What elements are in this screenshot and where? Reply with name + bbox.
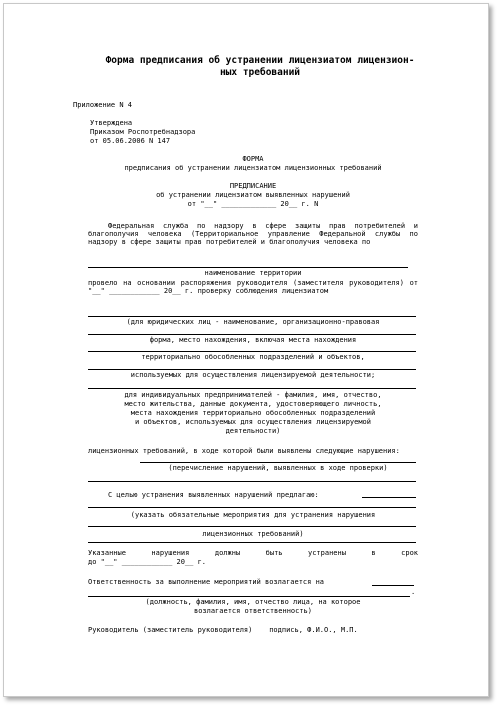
paragraph-service: Федеральная служба по надзору в сфере защиты прав потребителей и благополучия человека (Территориальное управление Федеральной службы по надзору в сфере защиты прав потребителей и благополучия человека по: [88, 222, 418, 247]
approved-label: Утверждена: [90, 119, 133, 127]
appendix-label: Приложение N 4: [73, 101, 133, 109]
document-title-line1: Форма предписания об устранении лицензиатом лицензион-: [105, 55, 415, 66]
measures-caption-2: лицензионных требований): [202, 530, 304, 538]
caption-ip-5: деятельности): [225, 427, 281, 435]
measures-line-2: [88, 526, 416, 527]
order-date: от 05.06.2006 N 147: [90, 137, 171, 145]
territory-caption: наименование территории: [204, 269, 302, 277]
signature-line: Руководитель (заместитель руководителя) подпись, Ф.И.О., М.П.: [88, 626, 358, 634]
responsible-line: [88, 596, 410, 597]
responsible-line-dot: .: [411, 588, 416, 596]
prescription-date: от "__" _____________ 20__ г. N: [187, 200, 319, 208]
measures-line-3: [88, 542, 416, 543]
form-subtitle: предписания об устранении лицензиатом лицензионных требований: [124, 164, 382, 172]
paragraph-inspection: провело на основании распоряжения руководителя (заместителя руководителя) от "__" ____________ 20__ г. проверку соблюдения лицензиатом: [88, 279, 418, 296]
responsible-caption-1: (должность, фамилия, имя, отчество лица, на которое: [145, 598, 361, 606]
caption-ip-4: и объектов, используемых для осуществления лицензируемой: [134, 418, 371, 426]
prescription-label: ПРЕДПИСАНИЕ: [229, 182, 277, 190]
document-title-line2: ных требований: [219, 67, 301, 78]
territory-line: [88, 267, 408, 268]
caption-ip-1: для индивидуальных предпринимателей - фамилия, имя, отчество,: [124, 391, 382, 399]
caption-legal-1: (для юридических лиц - наименование, организационно-правовая: [126, 318, 380, 326]
propose-text: С целью устранения выявленных нарушений предлагаю:: [108, 491, 319, 499]
caption-legal-3: территориально обособленных подразделений и объектов,: [141, 353, 365, 361]
deadline-line-1: Указанные нарушения должны быть устранены в срок: [88, 549, 418, 557]
deadline-line-2: до "__" ____________ 20__ г.: [88, 558, 207, 566]
caption-ip-2: место жительства, данные документа, удостоверяющего личность,: [124, 400, 382, 408]
legal-line-3: [88, 351, 416, 352]
caption-legal-2: форма, место нахождения, включая места нахождения: [149, 336, 357, 344]
measures-caption-1: (указать обязательные мероприятия для устранения нарушения: [130, 511, 376, 519]
measures-line-1: [88, 507, 416, 508]
prescription-subtitle: об устранении лицензиатом выявленных нарушений: [156, 191, 350, 199]
responsibility-text: Ответственность за выполнение мероприятий возлагается на: [88, 578, 325, 586]
responsible-caption-2: возлагается ответственность): [193, 607, 312, 615]
paragraph-violations: лицензионных требований, в ходе которой были выявлены следующие нарушения:: [88, 447, 400, 455]
propose-line-inline: [362, 497, 416, 498]
order-label: Приказом Роспотребнадзора: [90, 128, 196, 136]
form-label: ФОРМА: [242, 155, 264, 163]
legal-line-1: [88, 316, 416, 317]
violations-line-1: [140, 462, 416, 463]
violations-caption: (перечисление нарушений, выявленных в ходе проверки): [168, 464, 388, 472]
ip-line: [88, 388, 416, 389]
legal-line-4: [88, 369, 416, 370]
caption-legal-4: используемых для осуществления лицензируемой деятельности;: [130, 371, 376, 379]
responsibility-line-inline: [372, 585, 414, 586]
caption-ip-3: места нахождения территориально обособленных подразделений: [130, 409, 376, 417]
violations-line-2: [88, 481, 416, 482]
legal-line-2: [88, 334, 416, 335]
